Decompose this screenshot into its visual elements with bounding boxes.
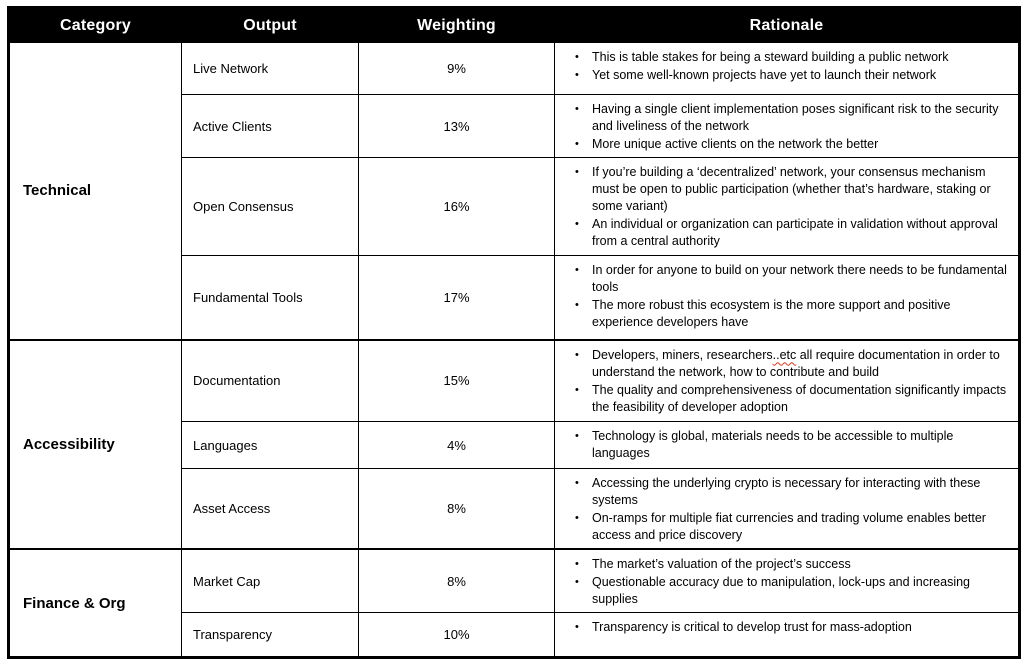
output-cell: Languages	[182, 422, 359, 469]
rationale-bullet: • On-ramps for multiple fiat currencies and trading volume enables better access and price discovery	[573, 510, 1010, 544]
weighting-cell: 4%	[359, 422, 555, 469]
rationale-bullet-list	[563, 556, 1010, 608]
bullet-text-part: Developers, miners, researchers	[592, 347, 773, 362]
rationale-bullet: • Accessing the underlying crypto is necessary for interacting with these systems	[573, 475, 1010, 509]
rationale-cell	[555, 43, 1020, 95]
header-cell-category: Category	[9, 8, 182, 43]
weighting-rubric-table	[7, 6, 1021, 659]
spellcheck-flagged-text: ..etc	[772, 347, 797, 362]
rationale-bullet: • Having a single client implementation poses significant risk to the security and liveliness of the network	[573, 101, 1010, 135]
output-cell: Market Cap	[182, 549, 359, 613]
rationale-bullet: • Questionable accuracy due to manipulation, lock-ups and increasing supplies	[573, 574, 1010, 608]
rationale-cell	[555, 469, 1020, 550]
rationale-bullet-list	[563, 262, 1010, 331]
table-row	[9, 549, 1020, 613]
weighting-cell: 8%	[359, 469, 555, 550]
header-cell-weighting: Weighting	[359, 8, 555, 43]
output-cell: Fundamental Tools	[182, 256, 359, 340]
rationale-cell	[555, 613, 1020, 658]
table-row	[9, 43, 1020, 95]
rationale-bullet: • An individual or organization can participate in validation without approval from a central authority	[573, 216, 1010, 250]
rationale-cell	[555, 95, 1020, 158]
rationale-bullet: • The quality and comprehensiveness of documentation significantly impacts the feasibility of developer adoption	[573, 382, 1010, 416]
rationale-bullet: • The more robust this ecosystem is the more support and positive experience developers have	[573, 297, 1010, 331]
header-row	[9, 8, 1020, 43]
weighting-cell: 8%	[359, 549, 555, 613]
weighting-cell: 9%	[359, 43, 555, 95]
rationale-bullet-list	[563, 164, 1010, 250]
output-cell: Active Clients	[182, 95, 359, 158]
rationale-bullet-list	[563, 49, 1010, 84]
weighting-cell: 13%	[359, 95, 555, 158]
rationale-bullet-list	[563, 475, 1010, 544]
rationale-bullet: • More unique active clients on the network the better	[573, 136, 1010, 153]
rationale-cell	[555, 256, 1020, 340]
rationale-cell	[555, 158, 1020, 256]
rationale-bullet: • Yet some well-known projects have yet to launch their network	[573, 67, 1010, 84]
rationale-bullet: • Transparency is critical to develop trust for mass-adoption	[573, 619, 1010, 636]
weighting-cell: 15%	[359, 340, 555, 422]
output-cell: Live Network	[182, 43, 359, 95]
rationale-bullet-list	[563, 428, 1010, 462]
rationale-bullet: • Technology is global, materials needs to be accessible to multiple languages	[573, 428, 1010, 462]
rationale-bullet: • If you’re building a ‘decentralized’ network, your consensus mechanism must be open to public participation (whether that’s hardware, staking or some variant)	[573, 164, 1010, 215]
output-cell: Documentation	[182, 340, 359, 422]
rationale-cell	[555, 422, 1020, 469]
rationale-bullet	[573, 347, 1010, 381]
rationale-bullet: • The market’s valuation of the project’s success	[573, 556, 1010, 573]
weighting-cell: 10%	[359, 613, 555, 658]
category-cell-finance-org: Finance & Org	[9, 549, 182, 658]
weighting-cell: 16%	[359, 158, 555, 256]
table-row	[9, 340, 1020, 422]
category-cell-technical: Technical	[9, 43, 182, 340]
rationale-bullet-list	[563, 347, 1010, 416]
category-cell-accessibility: Accessibility	[9, 340, 182, 550]
table-header	[9, 8, 1020, 43]
rationale-bullet: • This is table stakes for being a steward building a public network	[573, 49, 1010, 66]
rationale-cell	[555, 340, 1020, 422]
rationale-bullet-list	[563, 619, 1010, 636]
output-cell: Open Consensus	[182, 158, 359, 256]
header-cell-rationale: Rationale	[555, 8, 1020, 43]
weighting-cell: 17%	[359, 256, 555, 340]
rationale-bullet-list	[563, 101, 1010, 153]
output-cell: Transparency	[182, 613, 359, 658]
rationale-cell	[555, 549, 1020, 613]
header-cell-output: Output	[182, 8, 359, 43]
bullet-text-part: all require documentation in order to understand the network, how to contribute and build	[592, 347, 1000, 379]
rationale-bullet: • In order for anyone to build on your network there needs to be fundamental tools	[573, 262, 1010, 296]
output-cell: Asset Access	[182, 469, 359, 550]
